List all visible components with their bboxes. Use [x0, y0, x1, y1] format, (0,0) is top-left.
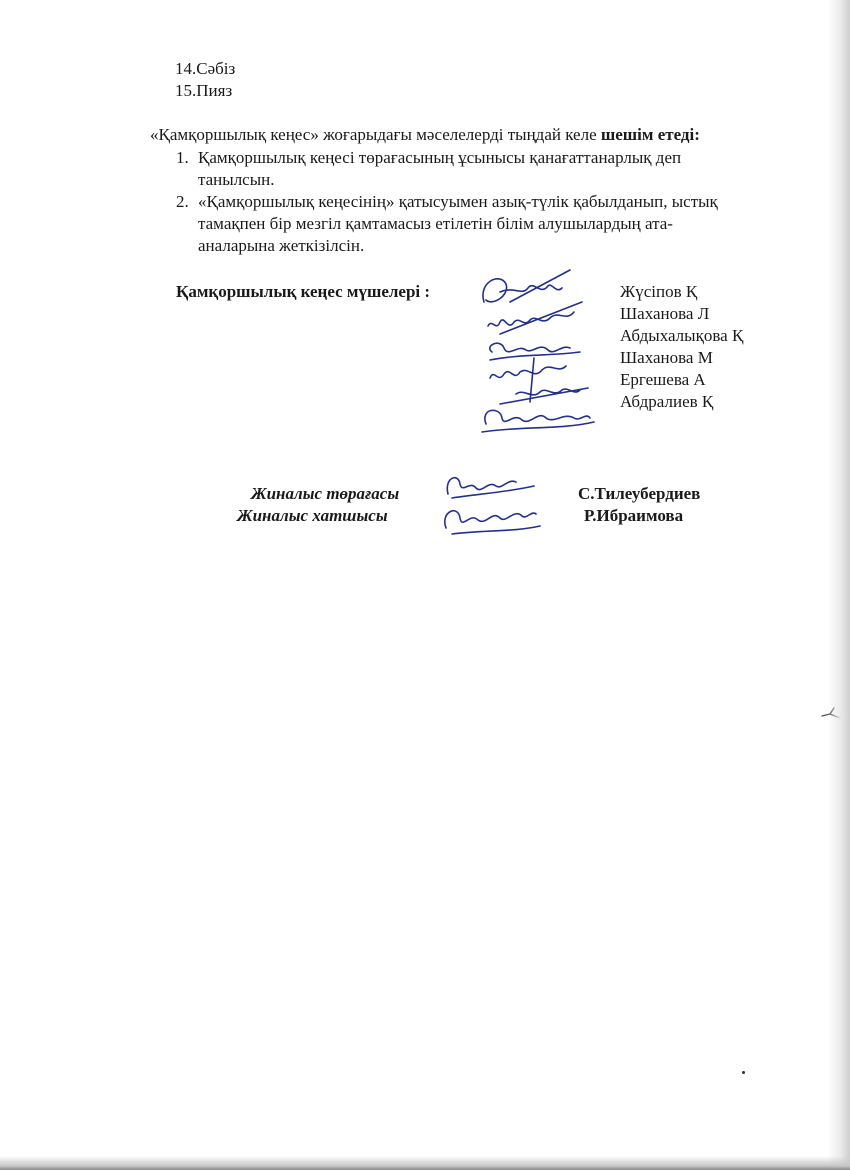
resolution-point-2-number: 2.	[176, 192, 189, 211]
scan-edge-bottom	[0, 1156, 850, 1170]
resolution-point-1-line-2: танылсын.	[198, 170, 275, 189]
resolution-point-2-line-3: аналарына жеткізілсін.	[198, 236, 365, 255]
secretary-title: Жиналыс хатшысы	[237, 506, 388, 525]
resolution-point-1-number: 1.	[176, 148, 189, 167]
secretary-signature	[434, 496, 544, 540]
members-label: Қамқоршылық кеңес мүшелері :	[176, 282, 431, 301]
member-name-2: Шаханова Л	[620, 304, 710, 323]
member-name-5: Ергешева А	[620, 370, 706, 389]
member-name-6: Абдралиев Қ	[620, 392, 714, 411]
resolution-intro-bold: шешім етеді:	[600, 125, 700, 144]
list-item-14: 14.Сәбіз	[175, 59, 236, 78]
resolution-point-2-line-2: тамақпен бір мезгіл қамтамасыз етілетін білім алушылардың ата-	[198, 214, 673, 233]
secretary-name: Р.Ибраимова	[584, 506, 684, 525]
resolution-intro	[150, 124, 700, 146]
member-name-3: Абдыхалықова Қ	[620, 326, 744, 345]
scan-speck	[742, 1071, 745, 1074]
chair-name: С.Тилеубердиев	[578, 484, 701, 503]
member-name-4: Шаханова М	[620, 348, 713, 367]
scan-edge-right	[828, 0, 850, 1170]
resolution-intro-text: «Қамқоршылық кеңес» жоғарыдағы мәселелерді тыңдай келе	[150, 125, 601, 144]
resolution-point-2-line-1: «Қамқоршылық кеңесінің» қатысуымен азық-түлік қабылданып, ыстық	[198, 192, 718, 211]
member-name-1: Жүсіпов Қ	[620, 282, 698, 301]
resolution-point-1-line-1: Қамқоршылық кеңесі төрағасының ұсынысы қанағаттанарлық деп	[198, 148, 682, 167]
chair-title: Жиналыс төрағасы	[251, 484, 400, 503]
member-signatures	[470, 262, 610, 442]
list-item-15: 15.Пияз	[175, 81, 233, 100]
